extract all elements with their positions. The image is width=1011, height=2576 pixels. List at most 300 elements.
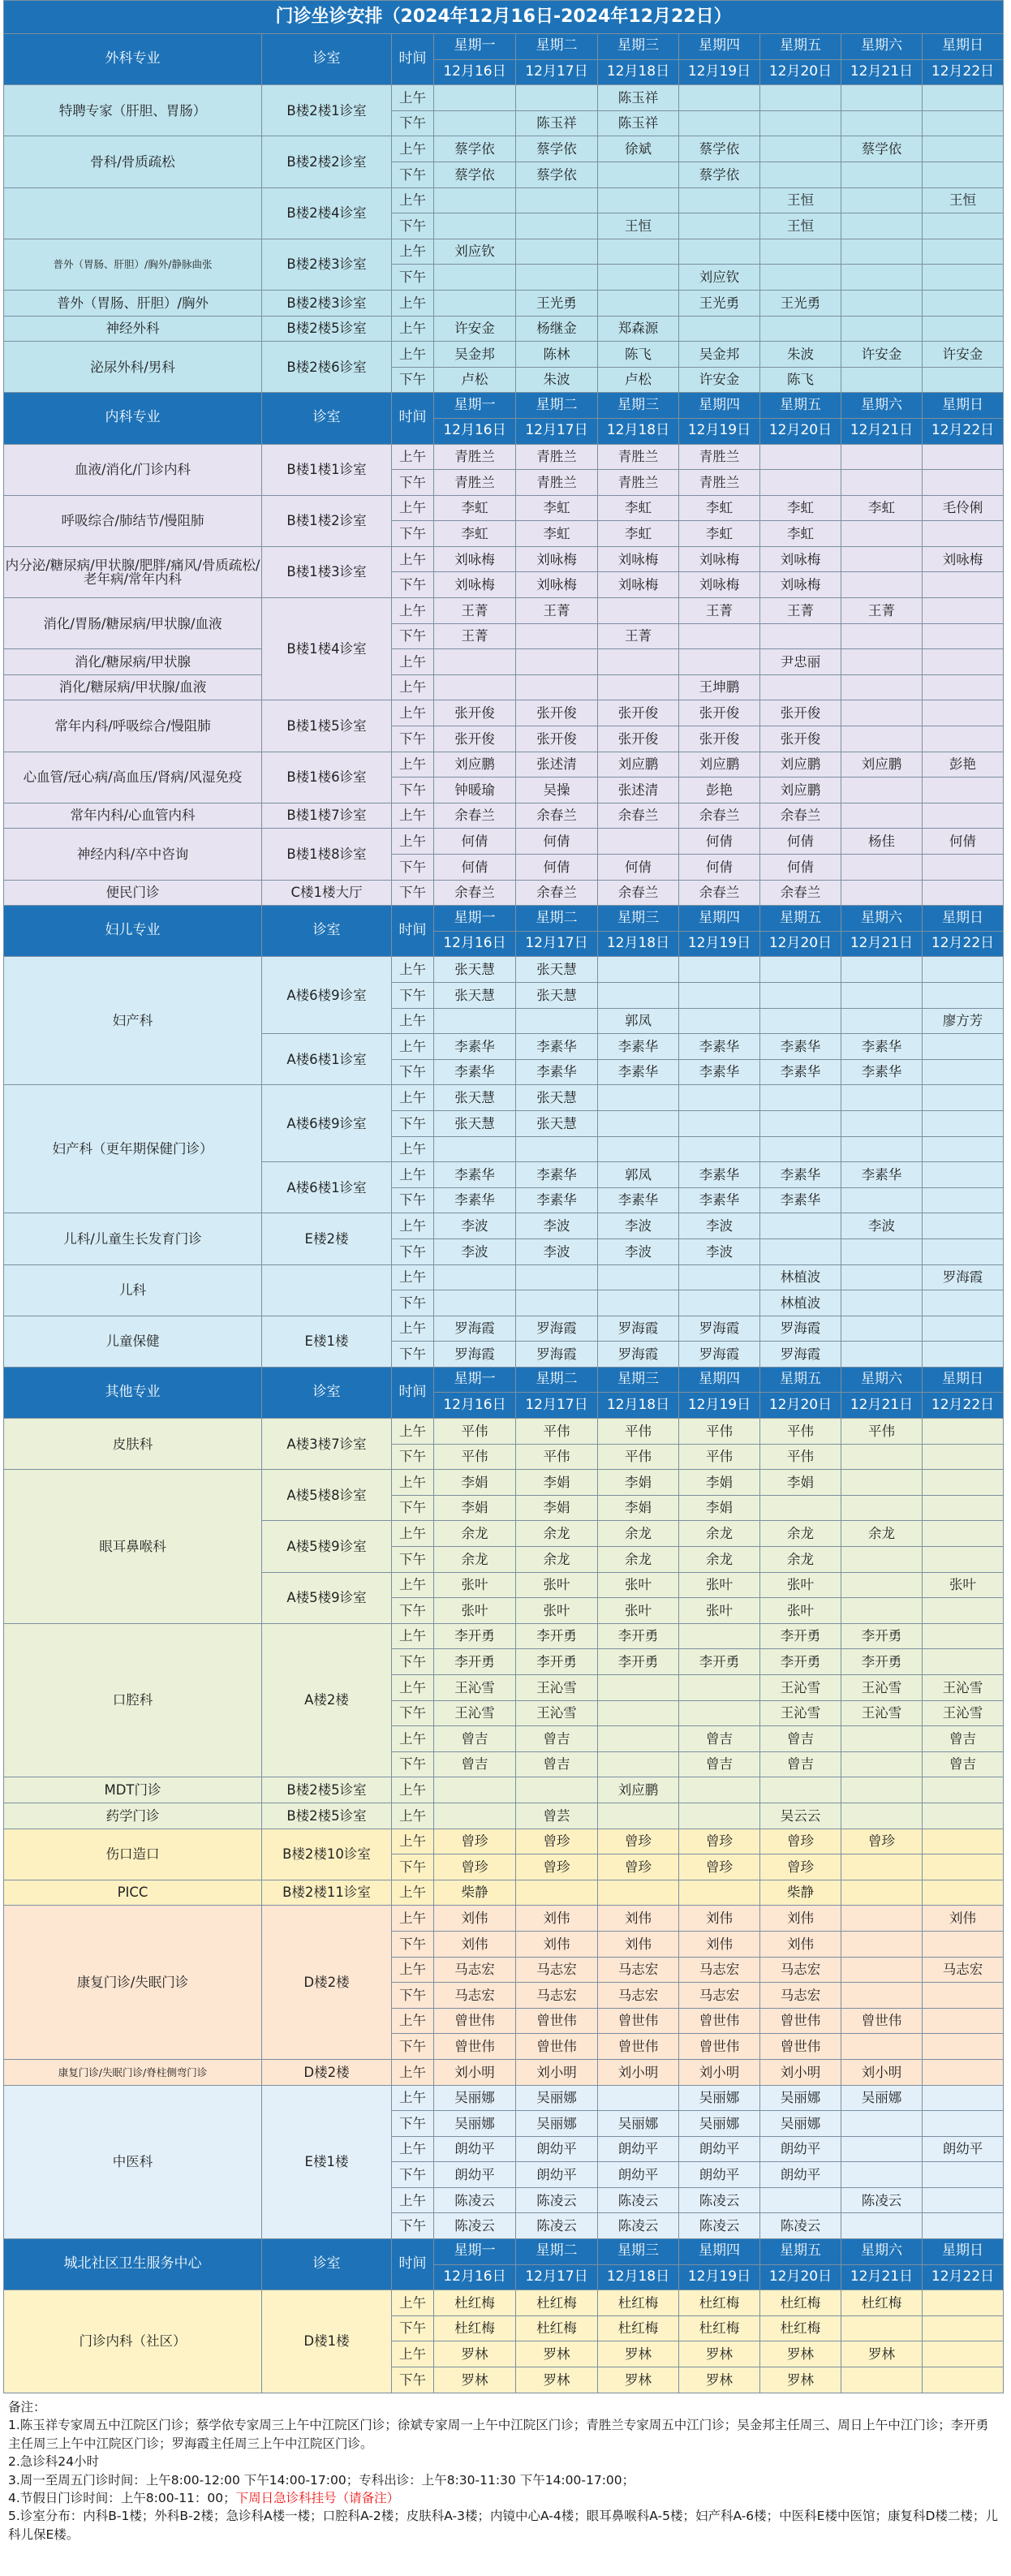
doctor-cell: 王光勇 [516,290,598,316]
doctor-cell: 尹忠丽 [760,649,841,675]
date-header: 12月19日 [679,2264,760,2290]
period-label: 上午 [392,2136,434,2162]
doctor-cell [841,290,923,316]
doctor-cell: 李素华 [516,1162,598,1188]
date-header: 12月21日 [841,1393,923,1419]
period-label: 上午 [392,1264,434,1290]
doctor-cell: 曾世伟 [760,2008,841,2034]
doctor-cell: 陈凌云 [434,2187,516,2213]
doctor-cell: 何倩 [598,855,679,881]
section-name: 城北社区卫生服务中心 [4,2239,262,2290]
doctor-cell [923,1213,1004,1239]
doctor-cell: 朗幼平 [598,2162,679,2188]
schedule-row [4,1213,1004,1239]
doctor-cell: 李素华 [841,1162,923,1188]
doctor-cell [516,239,598,265]
doctor-cell: 李娟 [434,1470,516,1496]
doctor-cell [516,187,598,213]
department-name: 神经内科/卒中咨询 [4,829,262,880]
doctor-cell: 李虹 [434,495,516,521]
period-label: 下午 [392,1495,434,1521]
doctor-cell [598,1726,679,1752]
doctor-cell [841,623,923,649]
weekday-header: 星期五 [760,34,841,60]
doctor-cell: 林植波 [760,1264,841,1290]
room-name: B楼2楼5诊室 [262,316,392,342]
doctor-cell: 蔡学依 [679,136,760,162]
doctor-cell: 马志宏 [679,1983,760,2009]
room-name: B楼1楼3诊室 [262,546,392,597]
doctor-cell: 青胜兰 [679,444,760,470]
doctor-cell: 朗幼平 [679,2136,760,2162]
doctor-cell [434,1803,516,1829]
schedule-row [4,1419,1004,1445]
period-label: 上午 [392,85,434,111]
doctor-cell: 平伟 [434,1419,516,1445]
doctor-cell [841,700,923,726]
doctor-cell [434,1290,516,1316]
period-label: 上午 [392,2059,434,2085]
doctor-cell: 平伟 [516,1444,598,1470]
doctor-cell [760,1136,841,1162]
weekday-header: 星期日 [923,34,1004,60]
date-header: 12月16日 [434,1393,516,1419]
doctor-cell: 刘伟 [679,1906,760,1932]
doctor-cell [841,1110,923,1136]
schedule-row [4,239,1004,265]
date-header: 12月18日 [598,2264,679,2290]
room-name: E楼1楼 [262,1316,392,1367]
period-label: 下午 [392,2111,434,2137]
schedule-row [4,1906,1004,1932]
period-label: 上午 [392,1803,434,1829]
doctor-cell: 刘应钦 [434,239,516,265]
doctor-cell: 蔡学依 [434,136,516,162]
doctor-cell [923,1059,1004,1085]
period-label: 下午 [392,2162,434,2188]
doctor-cell [841,1880,923,1906]
weekday-header: 星期六 [841,906,923,932]
doctor-cell [923,162,1004,187]
period-label: 下午 [392,880,434,906]
schedule-row [4,649,1004,675]
doctor-cell [516,674,598,700]
period-label: 下午 [392,110,434,136]
doctor-cell: 张天慧 [434,957,516,983]
doctor-cell [923,1777,1004,1803]
period-label: 下午 [392,623,434,649]
doctor-cell: 李虹 [679,521,760,547]
doctor-cell [841,85,923,111]
doctor-cell [434,85,516,111]
section-header-row [4,393,1004,419]
department-name: 特聘专家（肝胆、胃肠） [4,85,262,136]
period-label: 上午 [392,1136,434,1162]
doctor-cell: 蔡学依 [516,162,598,187]
weekday-header: 星期二 [516,906,598,932]
weekday-header: 星期日 [923,393,1004,419]
doctor-cell: 罗林 [760,2367,841,2393]
date-header: 12月16日 [434,2264,516,2290]
doctor-cell: 曾珍 [434,1829,516,1854]
doctor-cell: 余春兰 [760,880,841,906]
doctor-cell [923,1162,1004,1188]
doctor-cell [923,1085,1004,1111]
doctor-cell: 曾世伟 [841,2008,923,2034]
doctor-cell: 张叶 [598,1572,679,1598]
period-label: 上午 [392,1213,434,1239]
doctor-cell [923,1521,1004,1547]
doctor-cell [841,880,923,906]
doctor-cell: 吴丽娜 [679,2085,760,2111]
doctor-cell: 刘伟 [598,1906,679,1932]
doctor-cell: 杜红梅 [516,2315,598,2341]
schedule-row [4,598,1004,624]
doctor-cell: 朗幼平 [598,2136,679,2162]
doctor-cell [679,1008,760,1034]
doctor-cell: 朗幼平 [679,2162,760,2188]
doctor-cell: 余春兰 [598,880,679,906]
period-label: 上午 [392,598,434,624]
doctor-cell: 余春兰 [516,880,598,906]
doctor-cell [923,213,1004,239]
doctor-cell [516,1290,598,1316]
weekday-header: 星期三 [598,34,679,60]
date-header: 12月18日 [598,931,679,957]
period-label: 下午 [392,265,434,291]
time-header: 时间 [392,34,434,85]
doctor-cell [923,1983,1004,2009]
doctor-cell [760,674,841,700]
doctor-cell: 吴丽娜 [760,2085,841,2111]
doctor-cell: 刘咏梅 [679,546,760,572]
section-header-row [4,34,1004,60]
room-name: A楼6楼9诊室 [262,1085,392,1162]
weekday-header: 星期六 [841,393,923,419]
period-label: 下午 [392,2034,434,2060]
doctor-cell: 陈凌云 [516,2187,598,2213]
doctor-cell [679,1110,760,1136]
weekday-header: 星期四 [679,34,760,60]
doctor-cell: 徐斌 [598,136,679,162]
period-label: 上午 [392,239,434,265]
doctor-cell: 卢松 [598,367,679,393]
doctor-cell: 柴静 [434,1880,516,1906]
doctor-cell: 曾珍 [598,1829,679,1854]
doctor-cell [923,136,1004,162]
doctor-cell [923,1829,1004,1854]
doctor-cell: 李素华 [598,1034,679,1060]
date-header: 12月16日 [434,931,516,957]
doctor-cell: 何倩 [434,855,516,881]
schedule-row [4,1470,1004,1496]
department-name: 妇产科（更年期保健门诊） [4,1085,262,1213]
room-name: B楼2楼5诊室 [262,1803,392,1829]
doctor-cell: 曾吉 [434,1726,516,1752]
doctor-cell: 罗海霞 [923,1264,1004,1290]
period-label: 下午 [392,1342,434,1368]
doctor-cell: 青胜兰 [434,444,516,470]
doctor-cell [923,1342,1004,1368]
doctor-cell [598,1110,679,1136]
doctor-cell: 李波 [434,1238,516,1264]
time-header: 时间 [392,2239,434,2290]
period-label: 上午 [392,1162,434,1188]
period-label: 上午 [392,1726,434,1752]
doctor-cell: 张叶 [679,1598,760,1624]
doctor-cell [760,162,841,187]
doctor-cell: 平伟 [516,1419,598,1445]
doctor-cell: 陈凌云 [679,2213,760,2239]
doctor-cell: 曾吉 [923,1751,1004,1777]
doctor-cell: 李虹 [516,495,598,521]
doctor-cell [841,1547,923,1573]
doctor-cell: 刘应鹏 [434,752,516,778]
doctor-cell [923,1187,1004,1213]
weekday-header: 星期五 [760,2239,841,2265]
weekday-header: 星期三 [598,393,679,419]
doctor-cell [923,982,1004,1008]
date-header: 12月16日 [434,418,516,444]
doctor-cell: 余春兰 [679,803,760,829]
doctor-cell [841,1290,923,1316]
doctor-cell [841,674,923,700]
doctor-cell: 李娟 [516,1495,598,1521]
note-line-1: 1.陈玉祥专家周五中江院区门诊；蔡学依专家周三上午中江院区门诊；徐斌专家周一上午中江院区门诊；青胜兰专家周五中江门诊；吴金邦主任周三、周日上午中江门诊；李开勇主任周三上午中江院区门诊；罗海霞主任周三上午中江院区门诊。 [8,2418,989,2451]
date-header: 12月20日 [760,1393,841,1419]
doctor-cell: 吴丽娜 [516,2111,598,2137]
doctor-cell [923,2111,1004,2137]
period-label: 下午 [392,1238,434,1264]
room-name: E楼2楼 [262,1213,392,1264]
room-name: A楼5楼9诊室 [262,1521,392,1572]
weekday-header: 星期三 [598,1367,679,1393]
doctor-cell: 许安金 [841,342,923,368]
department-name: 妇产科 [4,957,262,1085]
doctor-cell: 李素华 [760,1034,841,1060]
doctor-cell [760,316,841,342]
doctor-cell [923,2085,1004,2111]
doctor-cell: 张开俊 [434,726,516,752]
period-label: 上午 [392,2085,434,2111]
doctor-cell: 陈凌云 [598,2187,679,2213]
doctor-cell [923,290,1004,316]
schedule-row [4,444,1004,470]
doctor-cell [923,1803,1004,1829]
doctor-cell: 罗林 [598,2341,679,2367]
doctor-cell [923,2008,1004,2034]
weekday-header: 星期二 [516,2239,598,2265]
doctor-cell: 罗林 [598,2367,679,2393]
doctor-cell: 吴金邦 [434,342,516,368]
doctor-cell: 刘咏梅 [679,572,760,598]
doctor-cell: 朗幼平 [760,2162,841,2188]
doctor-cell: 张开俊 [760,700,841,726]
doctor-cell: 张开俊 [598,726,679,752]
doctor-cell: 王菁 [434,598,516,624]
room-header: 诊室 [262,393,392,444]
doctor-cell: 刘咏梅 [434,546,516,572]
doctor-cell [923,2290,1004,2316]
doctor-cell [760,1008,841,1034]
doctor-cell: 何倩 [679,829,760,855]
department-name [4,187,262,239]
schedule-row [4,495,1004,521]
doctor-cell: 王菁 [679,598,760,624]
schedule-row [4,546,1004,572]
doctor-cell: 王沁雪 [516,1675,598,1701]
weekday-header: 星期一 [434,393,516,419]
title-row [4,1,1004,34]
doctor-cell [841,778,923,803]
doctor-cell: 刘咏梅 [516,546,598,572]
doctor-cell: 刘伟 [679,1931,760,1957]
section-header-row [4,2239,1004,2265]
doctor-cell [841,1085,923,1111]
doctor-cell: 李素华 [598,1059,679,1085]
doctor-cell: 余龙 [516,1521,598,1547]
doctor-cell: 李素华 [434,1187,516,1213]
weekday-header: 星期四 [679,393,760,419]
time-header: 时间 [392,393,434,444]
doctor-cell: 余春兰 [516,803,598,829]
schedule-page [3,0,1003,2544]
doctor-cell: 青胜兰 [679,470,760,496]
doctor-cell: 李素华 [760,1187,841,1213]
doctor-cell: 刘咏梅 [760,546,841,572]
period-label: 上午 [392,2187,434,2213]
doctor-cell: 青胜兰 [516,444,598,470]
room-name: B楼2楼3诊室 [262,239,392,290]
doctor-cell [598,1085,679,1111]
section-header-row [4,906,1004,932]
doctor-cell [679,982,760,1008]
weekday-header: 星期五 [760,1367,841,1393]
notes-section [3,2393,1003,2544]
doctor-cell [598,265,679,291]
date-header: 12月22日 [923,59,1004,85]
doctor-cell: 罗林 [434,2341,516,2367]
doctor-cell: 李素华 [516,1187,598,1213]
doctor-cell: 刘应鹏 [598,752,679,778]
doctor-cell: 刘小明 [760,2059,841,2085]
period-label: 下午 [392,1931,434,1957]
doctor-cell: 罗海霞 [679,1342,760,1368]
doctor-cell [760,1110,841,1136]
weekday-header: 星期一 [434,1367,516,1393]
period-label: 下午 [392,2315,434,2341]
department-name: 伤口造口 [4,1829,262,1880]
doctor-cell [923,521,1004,547]
doctor-cell: 王恒 [923,187,1004,213]
doctor-cell: 王菁 [760,598,841,624]
department-name: MDT门诊 [4,1777,262,1803]
doctor-cell: 张开俊 [760,726,841,752]
doctor-cell: 吴丽娜 [434,2085,516,2111]
period-label: 下午 [392,2367,434,2393]
weekday-header: 星期三 [598,2239,679,2265]
doctor-cell: 余春兰 [434,803,516,829]
doctor-cell: 张天慧 [516,1110,598,1136]
room-header: 诊室 [262,2239,392,2290]
doctor-cell [923,1110,1004,1136]
doctor-cell [679,1623,760,1649]
doctor-cell: 杜红梅 [434,2315,516,2341]
doctor-cell: 罗海霞 [434,1316,516,1342]
room-name: A楼6楼1诊室 [262,1162,392,1213]
doctor-cell [841,1495,923,1521]
doctor-cell: 罗海霞 [760,1342,841,1368]
doctor-cell [923,1598,1004,1624]
doctor-cell [923,1290,1004,1316]
doctor-cell [841,367,923,393]
doctor-cell [923,1547,1004,1573]
date-header: 12月19日 [679,418,760,444]
doctor-cell [841,1444,923,1470]
notes-heading: 备注： [8,2399,46,2414]
doctor-cell: 李波 [516,1213,598,1239]
room-name: B楼2楼1诊室 [262,85,392,136]
room-name: A楼6楼1诊室 [262,1034,392,1085]
doctor-cell: 罗海霞 [434,1342,516,1368]
period-label: 下午 [392,1547,434,1573]
doctor-cell [841,1187,923,1213]
doctor-cell: 平伟 [679,1419,760,1445]
doctor-cell: 马志宏 [516,1957,598,1983]
doctor-cell: 曾芸 [516,1803,598,1829]
weekday-header: 星期六 [841,1367,923,1393]
doctor-cell: 青胜兰 [598,470,679,496]
weekday-header: 星期三 [598,906,679,932]
note-line-2: 2.急诊科24小时 [8,2454,100,2470]
department-name: 门诊内科（社区） [4,2290,262,2393]
doctor-cell: 陈飞 [760,367,841,393]
doctor-cell [598,1751,679,1777]
doctor-cell [760,85,841,111]
department-name: 消化/胃肠/糖尿病/甲状腺/血液 [4,598,262,649]
doctor-cell: 李娟 [598,1470,679,1496]
date-header: 12月18日 [598,418,679,444]
doctor-cell [841,1803,923,1829]
department-name: 血液/消化/门诊内科 [4,444,262,495]
doctor-cell: 朗幼平 [434,2136,516,2162]
doctor-cell [841,957,923,983]
period-label: 上午 [392,649,434,675]
doctor-cell: 李波 [841,1213,923,1239]
section-name: 其他专业 [4,1367,262,1418]
doctor-cell [841,1957,923,1983]
doctor-cell [679,1880,760,1906]
doctor-cell: 曾世伟 [598,2008,679,2034]
doctor-cell [923,1419,1004,1445]
doctor-cell [923,700,1004,726]
room-name: B楼1楼5诊室 [262,700,392,752]
doctor-cell: 刘伟 [516,1931,598,1957]
doctor-cell: 刘咏梅 [923,546,1004,572]
note-line-3: 3.周一至周五门诊时间：上午8:00-12:00 下午14:00-17:00；专科出诊：上午8:30-11:30 下午14:00-17:00； [8,2472,635,2488]
doctor-cell [598,1880,679,1906]
doctor-cell: 王沁雪 [841,1675,923,1701]
doctor-cell: 张开俊 [516,700,598,726]
period-label: 上午 [392,444,434,470]
doctor-cell [923,649,1004,675]
doctor-cell: 李虹 [598,521,679,547]
doctor-cell [841,1751,923,1777]
section-name: 外科专业 [4,34,262,85]
doctor-cell: 杜红梅 [760,2290,841,2316]
department-name: 皮肤科 [4,1419,262,1470]
period-label: 上午 [392,1521,434,1547]
